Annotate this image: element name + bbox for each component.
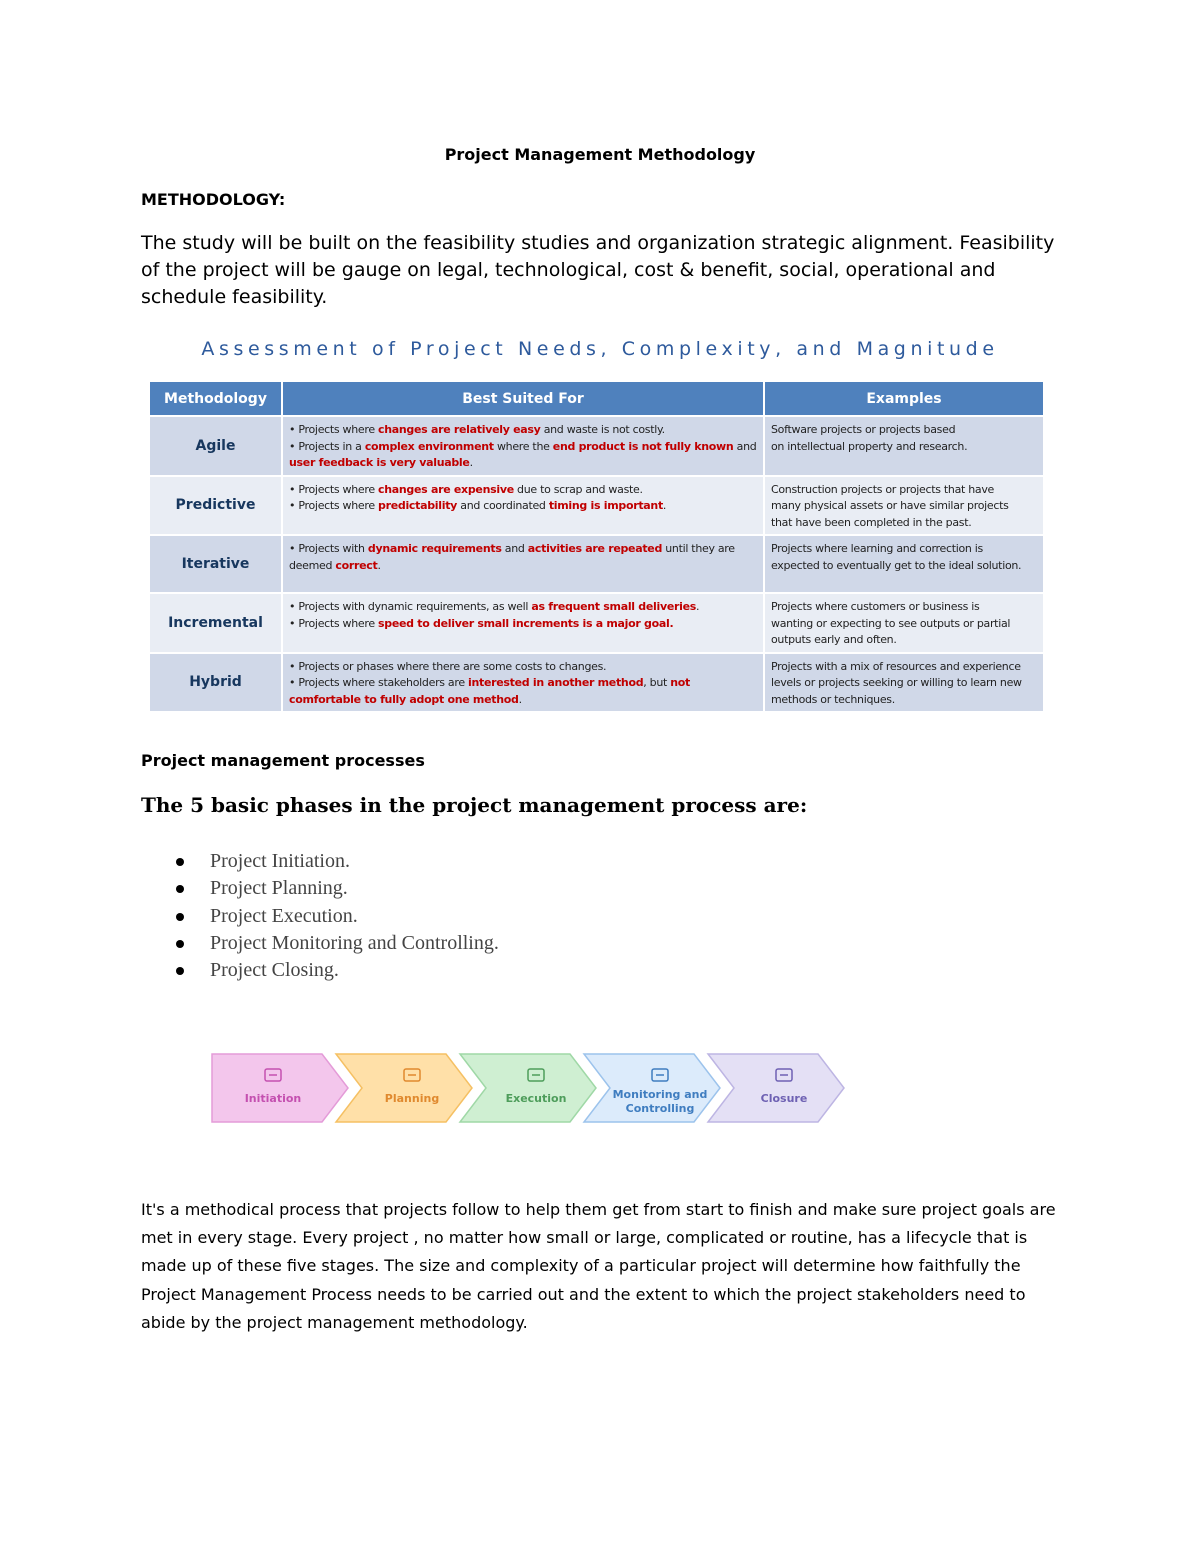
plain-text: until they are [662,542,735,555]
plain-text: • Projects where [289,499,379,512]
list-item [210,957,499,984]
flow-step-arrow [212,1054,348,1122]
plain-text: . [377,558,381,572]
examples-line: Construction projects or projects that have [771,482,995,496]
flow-step-label: Initiation [244,1092,302,1105]
plain-text: • Projects with dynamic requirements, as well [289,600,532,613]
process-flow-arrows [210,1052,866,1124]
best-suited-line [289,422,757,439]
flow-step-arrow [336,1054,472,1122]
table-row [150,593,1043,653]
phase-text: Project Monitoring and Controlling. [210,931,499,954]
highlight-text: activities are repeated [527,542,663,555]
examples-cell [764,535,1043,593]
intro-paragraph: The study will be built on the feasibility studies and organization strategic alignment. Feasibility of the project will be gauge on legal, technological, cost & benefit, social, operational and schedule feasibility. [141,232,1055,308]
examples-line: wanting or expecting to see outputs or partial [771,616,1011,630]
highlight-text: end product is not fully known [552,439,734,453]
methodology-label: METHODOLOGY: [141,190,286,209]
table-row [150,535,1043,593]
plain-text: • Projects where [289,482,379,496]
bullet-icon [176,858,184,866]
examples-cell [764,416,1043,476]
examples-line: methods or techniques. [771,692,895,706]
document-title: Project Management Methodology [444,145,756,164]
best-suited-line [289,439,757,456]
plain-text: and [733,439,757,453]
table-row [150,476,1043,536]
best-suited-cell [282,535,764,593]
best-suited-cell [282,653,764,712]
flow-step-label: Monitoring and Controlling [612,1088,708,1115]
phase-list [210,848,499,984]
best-suited-line [289,659,757,676]
highlight-text: predictability [378,499,458,512]
highlight-text: changes are relatively easy [378,423,541,436]
examples-line: expected to eventually get to the ideal solution. [771,558,1022,572]
list-item [210,848,499,875]
examples-cell [764,476,1043,536]
best-suited-line [289,558,757,575]
plain-text: • Projects where [289,423,379,436]
table-header-row [150,382,1043,416]
plain-text: deemed [289,558,336,572]
best-suited-cell [282,593,764,653]
best-suited-line [289,455,757,472]
methodology-name: Incremental [150,593,282,653]
examples-cell [764,593,1043,653]
header-methodology: Methodology [150,382,282,416]
examples-line: outputs early and often. [771,633,897,646]
highlight-text: not [670,676,690,689]
examples-line: Projects where customers or business is [771,600,980,613]
list-item [210,903,499,930]
methodology-name: Predictive [150,476,282,536]
best-suited-line [289,482,757,499]
highlight-text: speed to deliver small increments is a major goal. [378,616,674,630]
highlight-text: correct [335,558,378,572]
methodology-table [150,382,1043,711]
examples-line: on intellectual property and research. [771,439,968,453]
best-suited-line [289,498,757,515]
flow-step-label: Execution [505,1092,567,1105]
highlight-text: comfortable to fully adopt one method [289,692,519,706]
processes-label: Project management processes [141,751,425,770]
phase-text: Project Execution. [210,904,358,927]
plain-text: • Projects where stakeholders are [289,676,469,689]
bullet-icon [176,967,184,975]
examples-line: levels or projects seeking or willing to learn new [771,676,1022,689]
highlight-text: user feedback is very valuable [289,456,470,469]
best-suited-line [289,599,757,616]
best-suited-line [289,541,757,558]
examples-cell [764,653,1043,712]
highlight-text: interested in another method [468,676,644,689]
table-row [150,416,1043,476]
examples-line: many physical assets or have similar projects [771,499,1009,512]
plain-text: and [501,542,528,555]
highlight-text: timing is important [548,499,663,512]
examples-line: Projects with a mix of resources and experience [771,659,1021,673]
plain-text: and coordinated [457,499,549,512]
assessment-title: Assessment of Project Needs, Complexity, and Magnitude [201,338,999,360]
plain-text: • Projects where [289,616,379,630]
best-suited-cell [282,476,764,536]
plain-text: . [662,499,667,512]
flow-step-label: Closure [760,1092,808,1105]
methodology-name: Hybrid [150,653,282,712]
bullet-icon [176,940,184,948]
list-item [210,875,499,902]
header-examples: Examples [764,382,1043,416]
bullet-icon [176,913,184,921]
phase-text: Project Planning. [210,877,348,900]
list-item [210,930,499,957]
highlight-text: changes are expensive [378,482,514,496]
plain-text: . [696,600,700,613]
best-suited-line [289,692,757,709]
plain-text: where the [493,439,553,453]
process-flow-diagram [210,1052,866,1124]
bullet-icon [176,885,184,893]
examples-line: that have been completed in the past. [771,515,972,529]
flow-step-label: Planning [384,1092,440,1105]
best-suited-line [289,675,757,692]
flow-step-arrow [708,1054,844,1122]
phase-text: Project Initiation. [210,850,350,872]
methodology-name: Iterative [150,535,282,593]
plain-text: • Projects with [289,542,368,555]
examples-line: Software projects or projects based [771,423,956,436]
closing-paragraph: It's a methodical process that projects follow to help them get from start to finish and make sure project goals are met in every stage. Every project , no matter how small or large, complicated or routine, has a lifecycle that is made up of these five stages. The size and complexity of a particular project will determine how faithfully the Project Management Process needs to be carried out and the extent to which the project stakeholders need to abide by the project management methodology. [141,1200,1056,1332]
header-best-suited-for: Best Suited For [282,382,764,416]
phase-text: Project Closing. [210,959,339,982]
highlight-text: complex environment [364,439,494,453]
plain-text: . [518,692,522,706]
plain-text: , but [643,676,671,689]
examples-line: Projects where learning and correction is [771,542,983,555]
flow-step-arrow [460,1054,596,1122]
plain-text: and waste is not costly. [540,423,665,436]
phases-heading: The 5 basic phases in the project management process are: [141,793,808,817]
table-row [150,653,1043,712]
methodology-name: Agile [150,416,282,476]
plain-text: . [469,456,473,469]
plain-text: • Projects in a [289,439,365,453]
plain-text: • Projects or phases where there are some costs to changes. [289,659,607,673]
best-suited-cell [282,416,764,476]
highlight-text: dynamic requirements [367,542,502,555]
highlight-text: as frequent small deliveries [531,600,697,613]
plain-text: due to scrap and waste. [513,482,643,496]
best-suited-line [289,616,757,633]
